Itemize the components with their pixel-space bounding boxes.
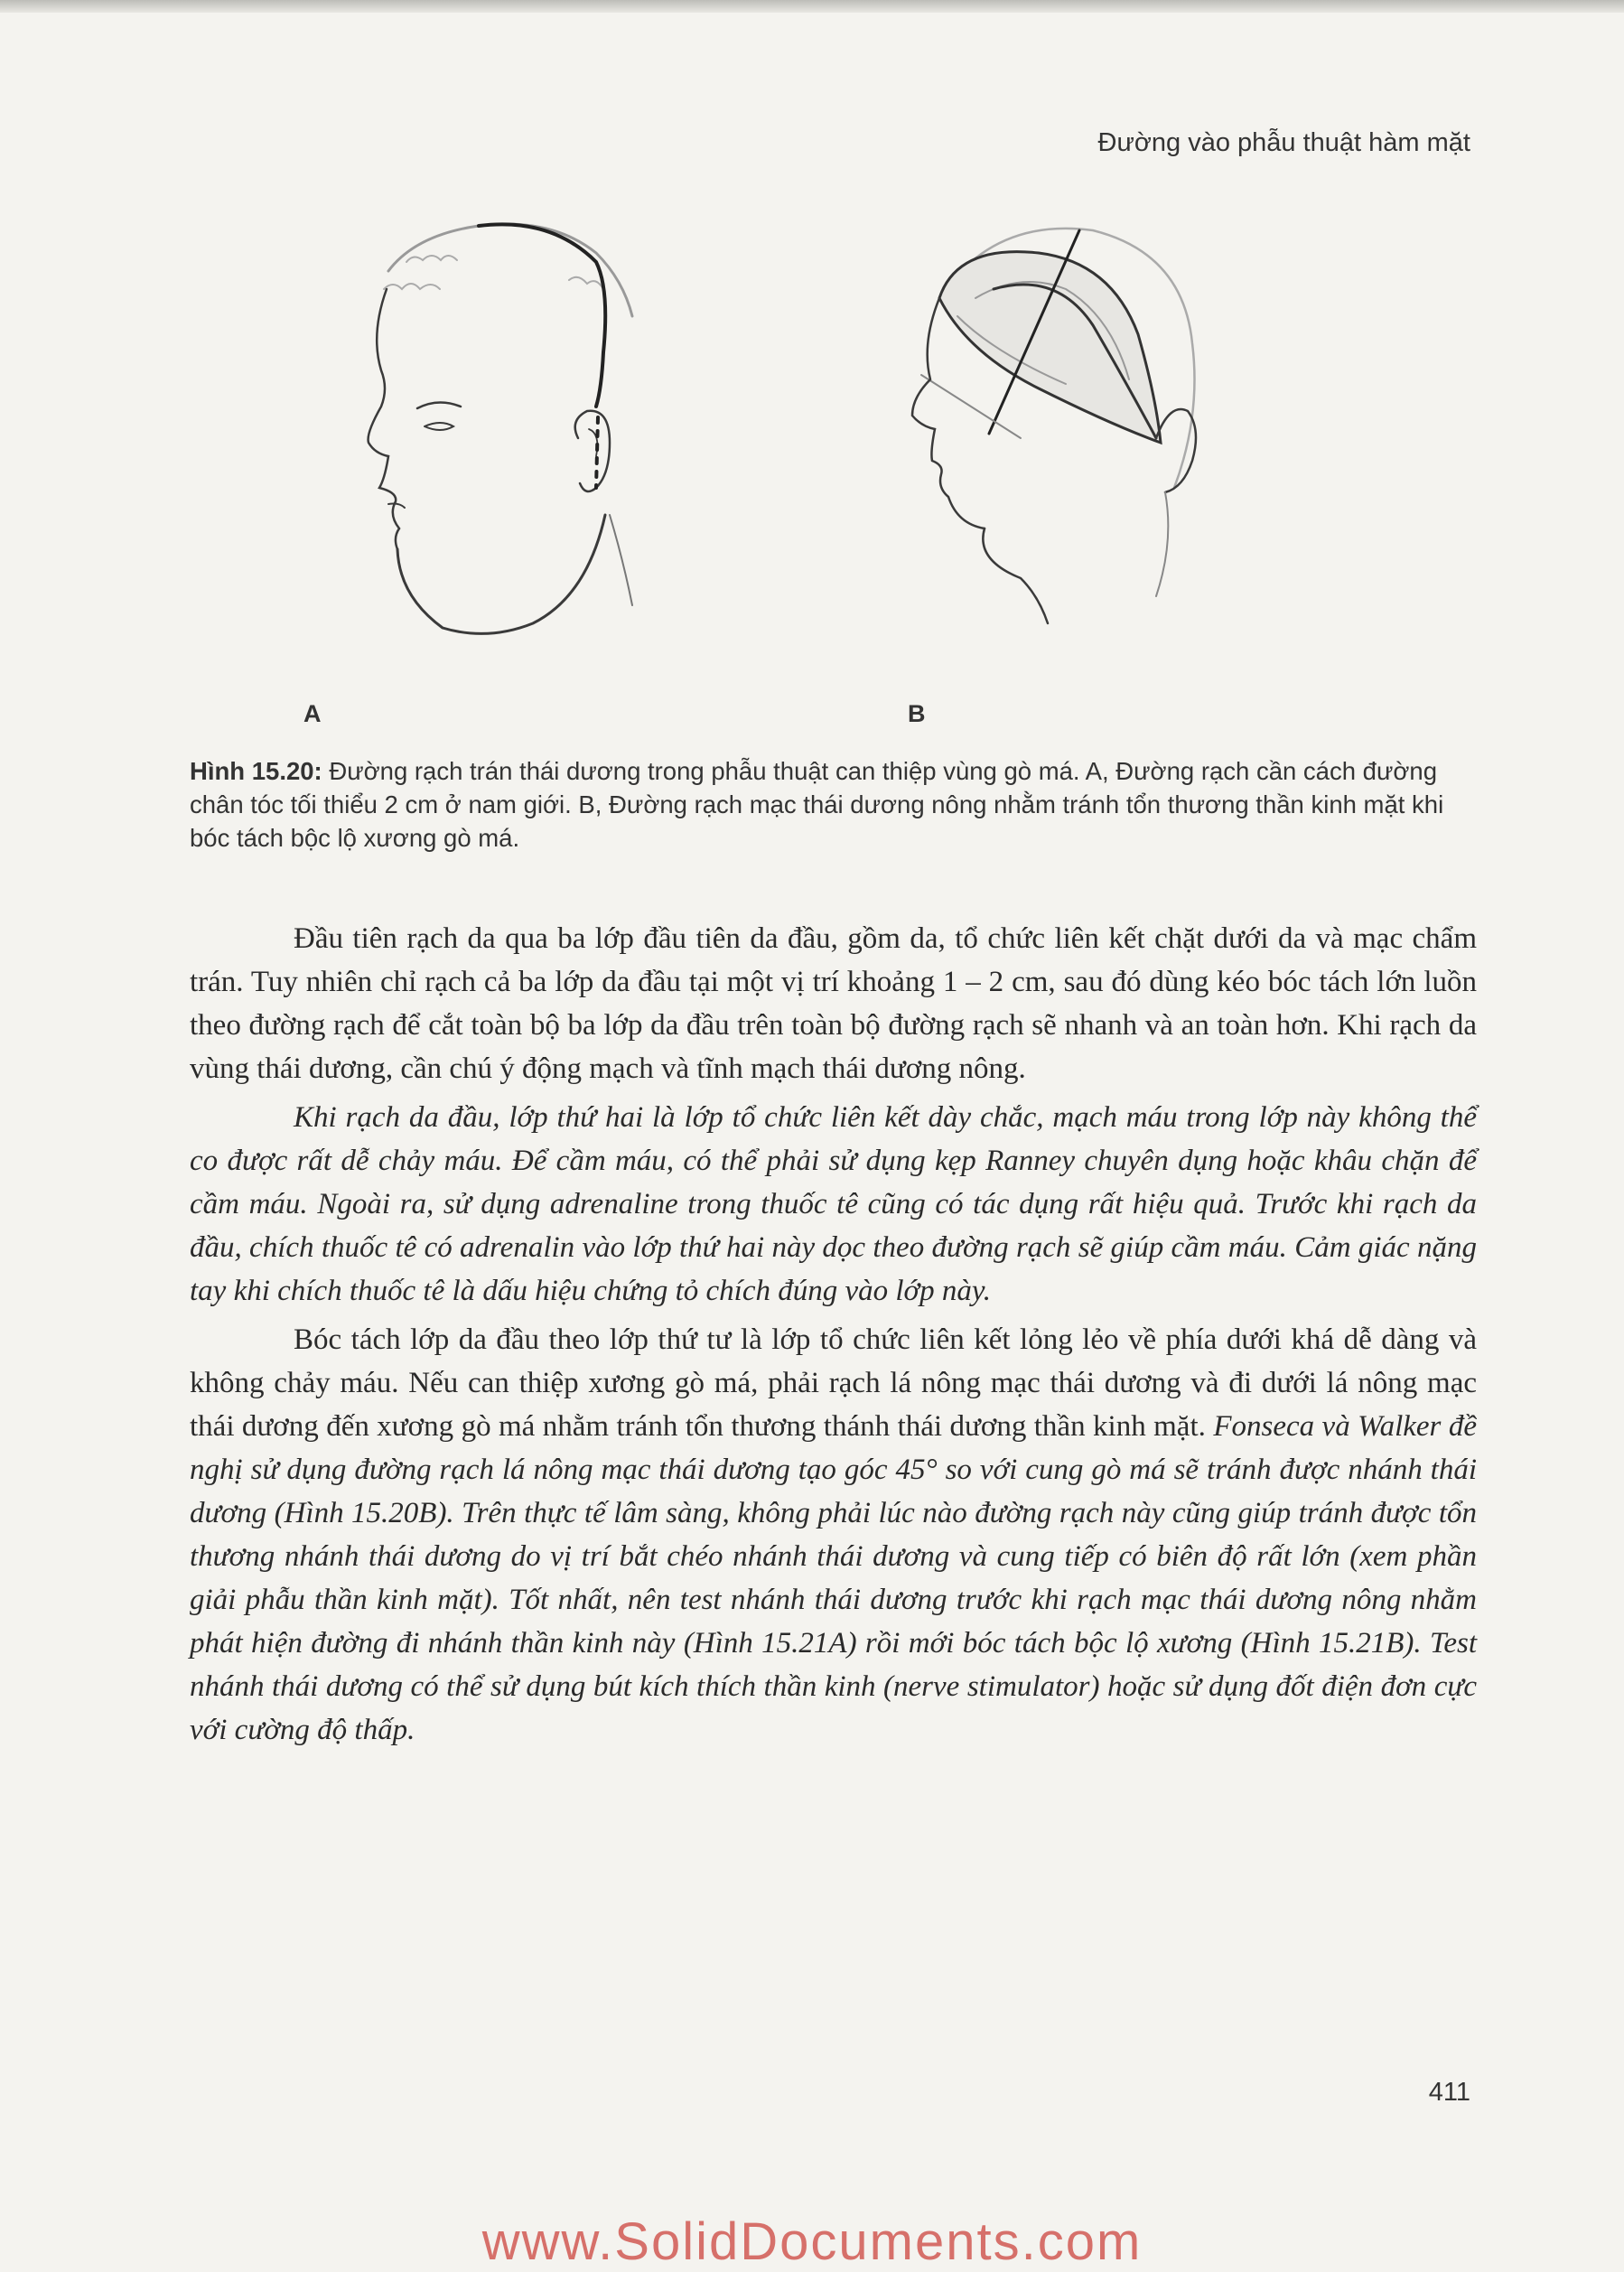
paragraph-2: Khi rạch da đầu, lớp thứ hai là lớp tổ chức liên kết dày chắc, mạch máu trong lớp này không thể co được rất dễ chảy máu. Để cầm máu, có thể phải sử dụng kẹp Ranney chuyên dụng hoặc khâu chặn để cầm máu. Ngoài ra, sử dụng adrenaline trong thuốc tê cũng có tác dụng rất hiệu quả. Trước khi rạch da đầu, chích thuốc tê có adrenalin vào lớp thứ hai này dọc theo đường rạch sẽ giúp cầm máu. Cảm giác nặng tay khi chích thuốc tê là dấu hiệu chứng tỏ chích đúng vào lớp này. bbox=[190, 1101, 1477, 1307]
figure-label-b: B bbox=[908, 700, 926, 727]
figure-caption bbox=[190, 754, 1477, 855]
scan-top-edge bbox=[0, 0, 1624, 13]
figure-15-20 bbox=[298, 217, 1400, 745]
caption-prefix: Hình 15.20: bbox=[190, 757, 322, 785]
paragraph-3-regular: Bóc tách lớp da đầu theo lớp thứ tư là lớp tổ chức liên kết lỏng lẻo về phía dưới khá dễ dàng và không chảy máu. Nếu can thiệp xương gò má, phải rạch lá nông mạc thái dương và đi dưới lá nông mạc thái dương đến xương gò má nhằm tránh tổn thương thánh thái dương thần kinh mặt. bbox=[190, 1323, 1477, 1443]
paragraph-3 bbox=[190, 1318, 1477, 1752]
body-text bbox=[190, 917, 1477, 1757]
running-header: Đường vào phẫu thuật hàm mặt bbox=[1097, 128, 1470, 157]
head-b-drawing bbox=[912, 229, 1196, 623]
paragraph-3-italic: Fonseca và Walker đề nghị sử dụng đường rạch lá nông mạc thái dương tạo góc 45° so với cung gò má sẽ tránh được nhánh thái dương (Hình 15.20B). Trên thực tế lâm sàng, không phải lúc nào đường rạch này cũng giúp tránh được tổn thương nhánh thái dương do vị trí bắt chéo nhánh thái dương và cung tiếp có biên độ rất lớn (xem phần giải phẫu thần kinh mặt). Tốt nhất, nên test nhánh thái dương trước khi rạch mạc thái dương nông nhằm phát hiện đường đi nhánh thần kinh này (Hình 15.21A) rồi mới bóc tách bộc lộ xương (Hình 15.21B). Test nhánh thái dương có thể sử dụng bút kích thích thần kinh (nerve stimulator) hoặc sử dụng đốt điện đơn cực với cường độ thấp. bbox=[190, 1410, 1477, 1746]
page-number: 411 bbox=[1428, 2078, 1470, 2107]
head-a-drawing bbox=[369, 224, 632, 633]
figure-label-a: A bbox=[303, 700, 322, 727]
caption-text: Đường rạch trán thái dương trong phẫu thuật can thiệp vùng gò má. A, Đường rạch cần cách đường chân tóc tối thiểu 2 cm ở nam giới. B, Đường rạch mạc thái dương nông nhằm tránh tổn thương thần kinh mặt khi bóc tách bộc lộ xương gò má. bbox=[190, 757, 1444, 852]
head-illustrations bbox=[298, 217, 1400, 745]
paragraph-1: Đầu tiên rạch da qua ba lớp đầu tiên da đầu, gồm da, tổ chức liên kết chặt dưới da và mạc chẩm trán. Tuy nhiên chỉ rạch cả ba lớp da đầu tại một vị trí khoảng 1 – 2 cm, sau đó dùng kéo bóc tách lớn luồn theo đường rạch để cắt toàn bộ ba lớp da đầu trên toàn bộ đường rạch sẽ nhanh và an toàn hơn. Khi rạch da vùng thái dương, cần chú ý động mạch và tĩnh mạch thái dương nông. bbox=[190, 922, 1477, 1085]
watermark: www.SolidDocuments.com bbox=[481, 2212, 1143, 2271]
